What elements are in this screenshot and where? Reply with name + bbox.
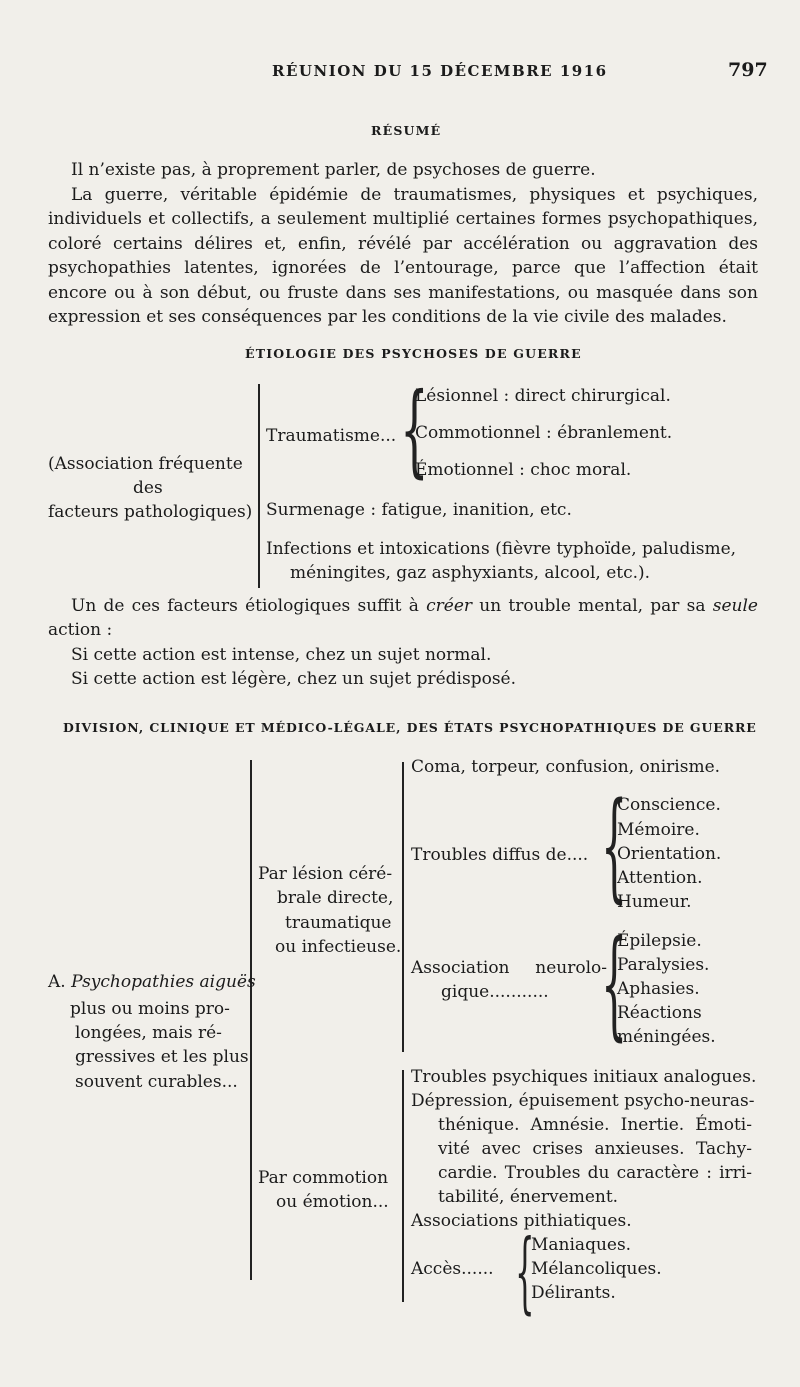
division-title: DIVISION, CLINIQUE ET MÉDICO-LÉGALE, DES ÉTATS PSYCHOPATHIQUES DE GUERRE (63, 720, 757, 735)
running-header: RÉUNION DU 15 DÉCEMBRE 1916 (272, 62, 608, 80)
action-legere: Si cette action est légère, chez un sujet prédisposé. (71, 669, 517, 689)
acces-item-melancoliques: Mélancoliques. (531, 1259, 662, 1279)
lesionnel-text: Lésionnel : direct chirurgical. (415, 386, 671, 406)
infections-line-2: méningites, gaz asphyxiants, alcool, etc.). (290, 563, 651, 583)
category-a-letter: A. (48, 972, 72, 992)
acces-brace: { (515, 1220, 535, 1323)
commotion-text-3: thénique. Amnésie. Inertie. Émoti- (438, 1115, 752, 1135)
neuro-item-aphasies: Aphasies. (617, 979, 700, 999)
emotionnel-text: Émotionnel : choc moral. (415, 460, 632, 480)
etiology-main-bracket (258, 384, 260, 588)
commotion-line-2: ou émotion... (276, 1192, 389, 1212)
diffus-item-orientation: Orientation. (617, 844, 722, 864)
surmenage-text: Surmenage : fatigue, inanition, etc. (266, 500, 572, 520)
category-a-title: Psychopathies aiguës (71, 972, 256, 992)
conclusion-emphasis-2: seule (712, 596, 758, 616)
diffus-item-attention: Attention. (617, 868, 703, 888)
category-a-line-4: souvent curables... (75, 1072, 238, 1092)
lesion-line-2: brale directe, (277, 888, 394, 908)
etiology-left-label-1: (Association fréquente (48, 454, 243, 474)
commotion-text-1: Troubles psychiques initiaux analogues. (411, 1067, 757, 1087)
acces-label: Accès...... (411, 1259, 494, 1279)
category-a-heading (48, 972, 256, 992)
division-main-bracket (250, 760, 252, 1280)
diffus-item-memoire: Mémoire. (617, 820, 700, 840)
category-a-line-2: longées, mais ré- (75, 1023, 222, 1043)
lesion-line-1: Par lésion céré- (258, 864, 393, 884)
troubles-diffus-brace: { (601, 776, 628, 914)
commotion-bracket (402, 1070, 404, 1302)
summary-text (48, 158, 758, 330)
category-a-line-3: gressives et les plus (75, 1047, 249, 1067)
conclusion-line-2: action : (48, 620, 113, 640)
etiology-title: ÉTIOLOGIE DES PSYCHOSES DE GUERRE (245, 346, 582, 361)
troubles-diffus-label: Troubles diffus de.... (411, 845, 589, 865)
commotion-text-2: Dépression, épuisement psycho-neuras- (411, 1091, 755, 1111)
commotion-line-1: Par commotion (258, 1168, 389, 1188)
infections-line-1: Infections et intoxications (fièvre typhoïde, paludisme, (266, 539, 737, 559)
lesion-line-3: traumatique (285, 913, 392, 933)
pithiatiques-text: Associations pithiatiques. (411, 1211, 632, 1231)
summary-title: RÉSUMÉ (371, 123, 442, 138)
etiology-left-label-2: des (133, 478, 163, 498)
diffus-item-conscience: Conscience. (617, 795, 721, 815)
commotion-text-4: vité avec crises anxieuses. Tachy- (438, 1139, 752, 1159)
commotion-text-5: cardie. Troubles du caractère : irri- (438, 1163, 752, 1183)
association-line-2: gique........... (441, 982, 549, 1002)
diffus-item-humeur: Humeur. (617, 892, 692, 912)
traumatisme-brace: { (400, 371, 429, 488)
neuro-brace: { (601, 914, 628, 1052)
neuro-item-epilepsie: Épilepsie. (617, 931, 702, 951)
etiology-left-label-3: facteurs pathologiques) (48, 502, 253, 522)
category-a-line-1: plus ou moins pro- (70, 999, 230, 1019)
page-number: 797 (728, 59, 768, 81)
acces-item-delirants: Délirants. (531, 1283, 616, 1303)
coma-text: Coma, torpeur, confusion, onirisme. (411, 757, 721, 777)
commotionnel-text: Commotionnel : ébranlement. (415, 423, 673, 443)
conclusion-text-b: un trouble mental, par sa (472, 596, 713, 616)
association-line-1: Association neurolo- (411, 958, 607, 978)
conclusion-text-a: Un de ces facteurs étiologiques suffit à (71, 596, 427, 616)
lesion-bracket (402, 762, 404, 1052)
summary-paragraph-1: Il n’existe pas, à proprement parler, de psychoses de guerre. (71, 160, 596, 180)
conclusion-emphasis-1: créer (426, 596, 473, 616)
lesion-line-4: ou infectieuse. (275, 937, 402, 957)
summary-paragraph-2: La guerre, véritable épidémie de traumatismes, physiques et psychiques, individuels et collectifs, a seulement multiplié certaines formes psychopathiques, coloré certains délires et, enfin, révélé par accélération ou aggravation des psychopathies latentes, ignorées de l’entourage, parce que l’affection était encore ou à son début, ou fruste dans ses manifestations, ou masquée dans son expression et ses conséquences par les conditions de la vie civile des malades. (48, 184, 758, 327)
neuro-item-reactions: Réactions (617, 1003, 702, 1023)
action-intense: Si cette action est intense, chez un sujet normal. (71, 645, 492, 665)
commotion-text-6: tabilité, énervement. (438, 1187, 619, 1207)
neuro-item-meningees: méningées. (617, 1027, 716, 1047)
conclusion-line-1 (71, 594, 758, 619)
neuro-item-paralysies: Paralysies. (617, 955, 710, 975)
acces-item-maniaques: Maniaques. (531, 1235, 632, 1255)
traumatisme-label: Traumatisme... (266, 426, 397, 446)
